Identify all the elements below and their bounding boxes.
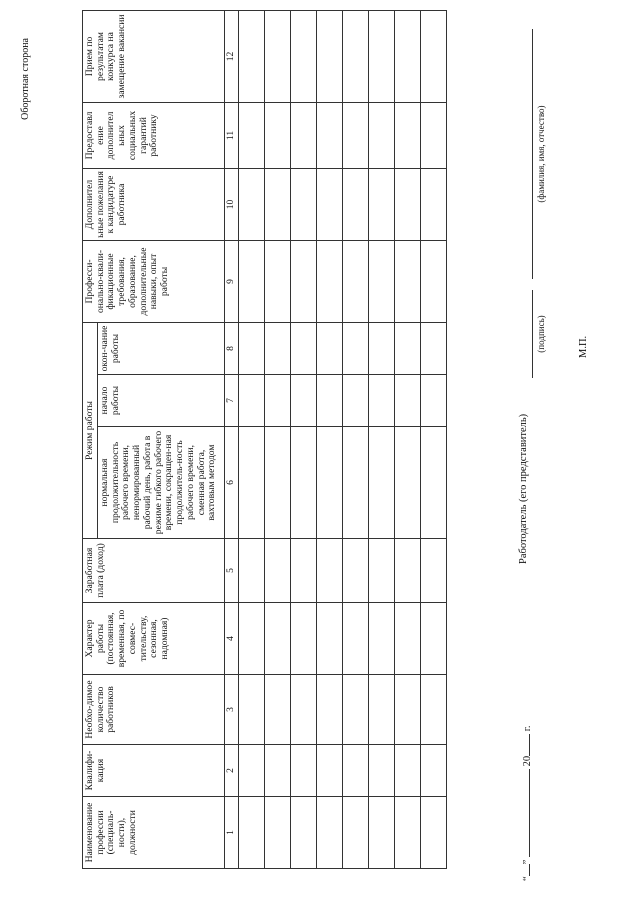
column-number: 9	[225, 240, 239, 322]
col-header-end-time: окон-чание работы	[98, 322, 225, 374]
vacancy-table	[82, 10, 447, 869]
table-cell[interactable]	[421, 797, 447, 869]
table-cell[interactable]	[395, 102, 421, 168]
table-row	[369, 10, 395, 868]
table-cell[interactable]	[317, 797, 343, 869]
table-cell[interactable]	[343, 10, 369, 102]
col-header-qualification: Квалифи-кация	[83, 745, 225, 797]
col-header-work-nature: Характер работы (постоянная, временная, по совмес-тительству, сезонная, надомная)	[83, 603, 225, 675]
table-row	[317, 10, 343, 868]
table-cell[interactable]	[317, 240, 343, 322]
table-cell[interactable]	[317, 10, 343, 102]
year-prefix: 20	[522, 755, 533, 767]
table-cell[interactable]	[239, 10, 265, 102]
column-number: 12	[225, 10, 239, 102]
table-cell[interactable]	[421, 745, 447, 797]
table-cell[interactable]	[369, 797, 395, 869]
table-cell[interactable]	[239, 745, 265, 797]
table-cell[interactable]	[369, 375, 395, 427]
table-cell[interactable]	[369, 745, 395, 797]
column-number-row	[225, 10, 239, 868]
month-blank[interactable]	[518, 769, 530, 857]
table-cell[interactable]	[239, 427, 265, 539]
table-cell[interactable]	[317, 375, 343, 427]
table-cell[interactable]	[291, 745, 317, 797]
table-cell[interactable]	[265, 240, 291, 322]
table-row	[265, 10, 291, 868]
year-blank[interactable]	[518, 734, 530, 756]
col-header-competition: Прием по результатам конкурса на замещение вакансии	[83, 10, 225, 102]
signature-line[interactable]	[532, 290, 533, 378]
table-cell[interactable]	[291, 603, 317, 675]
day-blank[interactable]	[518, 864, 530, 876]
table-cell[interactable]	[395, 240, 421, 322]
table-cell[interactable]	[343, 322, 369, 374]
signature-block	[518, 30, 618, 881]
table-cell[interactable]	[369, 322, 395, 374]
table-cell[interactable]	[239, 539, 265, 603]
column-number: 10	[225, 168, 239, 240]
column-number: 1	[225, 797, 239, 869]
table-cell[interactable]	[239, 675, 265, 745]
column-number: 3	[225, 675, 239, 745]
table-cell[interactable]	[317, 675, 343, 745]
table-cell[interactable]	[291, 168, 317, 240]
table-cell[interactable]	[291, 675, 317, 745]
table-cell[interactable]	[291, 375, 317, 427]
date-close-quote: ”	[522, 859, 533, 865]
table-cell[interactable]	[291, 240, 317, 322]
col-header-work-mode: Режим работы	[83, 322, 98, 538]
table-cell[interactable]	[291, 102, 317, 168]
table-cell[interactable]	[317, 168, 343, 240]
table-cell[interactable]	[421, 375, 447, 427]
table-cell[interactable]	[291, 322, 317, 374]
table-cell[interactable]	[343, 745, 369, 797]
table-row	[239, 10, 265, 868]
table-cell[interactable]	[239, 102, 265, 168]
col-header-start-time: начало работы	[98, 375, 225, 427]
table-cell[interactable]	[265, 10, 291, 102]
table-cell[interactable]	[317, 102, 343, 168]
table-row	[395, 10, 421, 868]
date-line[interactable]	[518, 726, 533, 881]
col-header-requirements: Професси-онально-квали-фикационные требования, образование, дополнительные навыки, опыт работы	[83, 240, 225, 322]
table-cell[interactable]	[369, 240, 395, 322]
table-cell[interactable]	[421, 427, 447, 539]
table-cell[interactable]	[265, 745, 291, 797]
table-cell[interactable]	[265, 675, 291, 745]
page-side-label: Оборотная сторона	[20, 38, 31, 120]
signatory-label: Работодатель (его представитель)	[518, 413, 529, 564]
blank-rows	[239, 10, 447, 868]
signature-caption: (подпись)	[536, 315, 546, 353]
table-row	[291, 10, 317, 868]
col-header-social-guarantees: Предоставл ение дополнител ьных социальных гарантий работнику	[83, 102, 225, 168]
table-cell[interactable]	[369, 10, 395, 102]
table-cell[interactable]	[395, 168, 421, 240]
table-row	[343, 10, 369, 868]
table-cell[interactable]	[343, 168, 369, 240]
table-cell[interactable]	[317, 427, 343, 539]
col-header-work-hours: нормальная продолжительность рабочего времени, ненормированный рабочий день, работа в режиме гибкого рабочего времени, сокращен-ная продолжитель-ность рабочего времени, сменная работа, вахтовым методом	[98, 427, 225, 539]
table-cell[interactable]	[239, 168, 265, 240]
table-cell[interactable]	[265, 102, 291, 168]
column-number: 4	[225, 603, 239, 675]
table-cell[interactable]	[421, 675, 447, 745]
table-cell[interactable]	[369, 102, 395, 168]
table-cell[interactable]	[369, 168, 395, 240]
table-cell[interactable]	[421, 10, 447, 102]
table-cell[interactable]	[421, 240, 447, 322]
table-cell[interactable]	[343, 797, 369, 869]
table-cell[interactable]	[239, 240, 265, 322]
date-open-quote: “	[522, 876, 533, 881]
table-cell[interactable]	[421, 102, 447, 168]
column-number: 7	[225, 375, 239, 427]
table-cell[interactable]	[239, 603, 265, 675]
table-row	[421, 10, 447, 868]
stamp-placeholder: М.П.	[578, 335, 589, 358]
table-cell[interactable]	[291, 797, 317, 869]
column-number: 6	[225, 427, 239, 539]
table-cell[interactable]	[265, 603, 291, 675]
table-cell[interactable]	[265, 168, 291, 240]
table-cell[interactable]	[291, 10, 317, 102]
table-cell[interactable]	[265, 427, 291, 539]
table-cell[interactable]	[343, 675, 369, 745]
col-header-required-count: Необхо-димое количество работников	[83, 675, 225, 745]
table-cell[interactable]	[421, 603, 447, 675]
table-cell[interactable]	[395, 675, 421, 745]
table-cell[interactable]	[395, 375, 421, 427]
column-number: 8	[225, 322, 239, 374]
column-number: 2	[225, 745, 239, 797]
col-header-extra-wishes: Дополнител ьные пожелания к кандидатуре работника	[83, 168, 225, 240]
table-cell[interactable]	[395, 603, 421, 675]
table-cell[interactable]	[265, 375, 291, 427]
table-cell[interactable]	[343, 603, 369, 675]
table-cell[interactable]	[343, 375, 369, 427]
table-cell[interactable]	[317, 603, 343, 675]
table-cell[interactable]	[265, 322, 291, 374]
col-header-salary: Заработная плата (доход)	[83, 539, 225, 603]
table-cell[interactable]	[369, 539, 395, 603]
table-cell[interactable]	[421, 322, 447, 374]
table-cell[interactable]	[343, 427, 369, 539]
table-cell[interactable]	[395, 745, 421, 797]
column-number: 5	[225, 539, 239, 603]
table-cell[interactable]	[369, 427, 395, 539]
table-cell[interactable]	[395, 10, 421, 102]
table-cell[interactable]	[265, 797, 291, 869]
table-cell[interactable]	[395, 427, 421, 539]
table-cell[interactable]	[343, 240, 369, 322]
table-cell[interactable]	[343, 102, 369, 168]
full-name-line[interactable]	[532, 29, 533, 279]
year-suffix: г.	[522, 725, 533, 732]
table-cell[interactable]	[291, 427, 317, 539]
table-cell[interactable]	[395, 797, 421, 869]
table-cell[interactable]	[291, 539, 317, 603]
table-cell[interactable]	[369, 675, 395, 745]
table-cell[interactable]	[395, 539, 421, 603]
table-cell[interactable]	[265, 539, 291, 603]
table-cell[interactable]	[239, 797, 265, 869]
col-header-profession: Наименование профессии (специаль-ности), должности	[83, 797, 225, 869]
table-cell[interactable]	[343, 539, 369, 603]
table-cell[interactable]	[317, 745, 343, 797]
table-cell[interactable]	[317, 322, 343, 374]
column-number: 11	[225, 102, 239, 168]
table-cell[interactable]	[421, 168, 447, 240]
table-cell[interactable]	[369, 603, 395, 675]
table-cell[interactable]	[395, 322, 421, 374]
table-cell[interactable]	[421, 539, 447, 603]
table-cell[interactable]	[239, 375, 265, 427]
table-cell[interactable]	[239, 322, 265, 374]
full-name-caption: (фамилия, имя, отчество)	[536, 105, 546, 203]
table-cell[interactable]	[317, 539, 343, 603]
